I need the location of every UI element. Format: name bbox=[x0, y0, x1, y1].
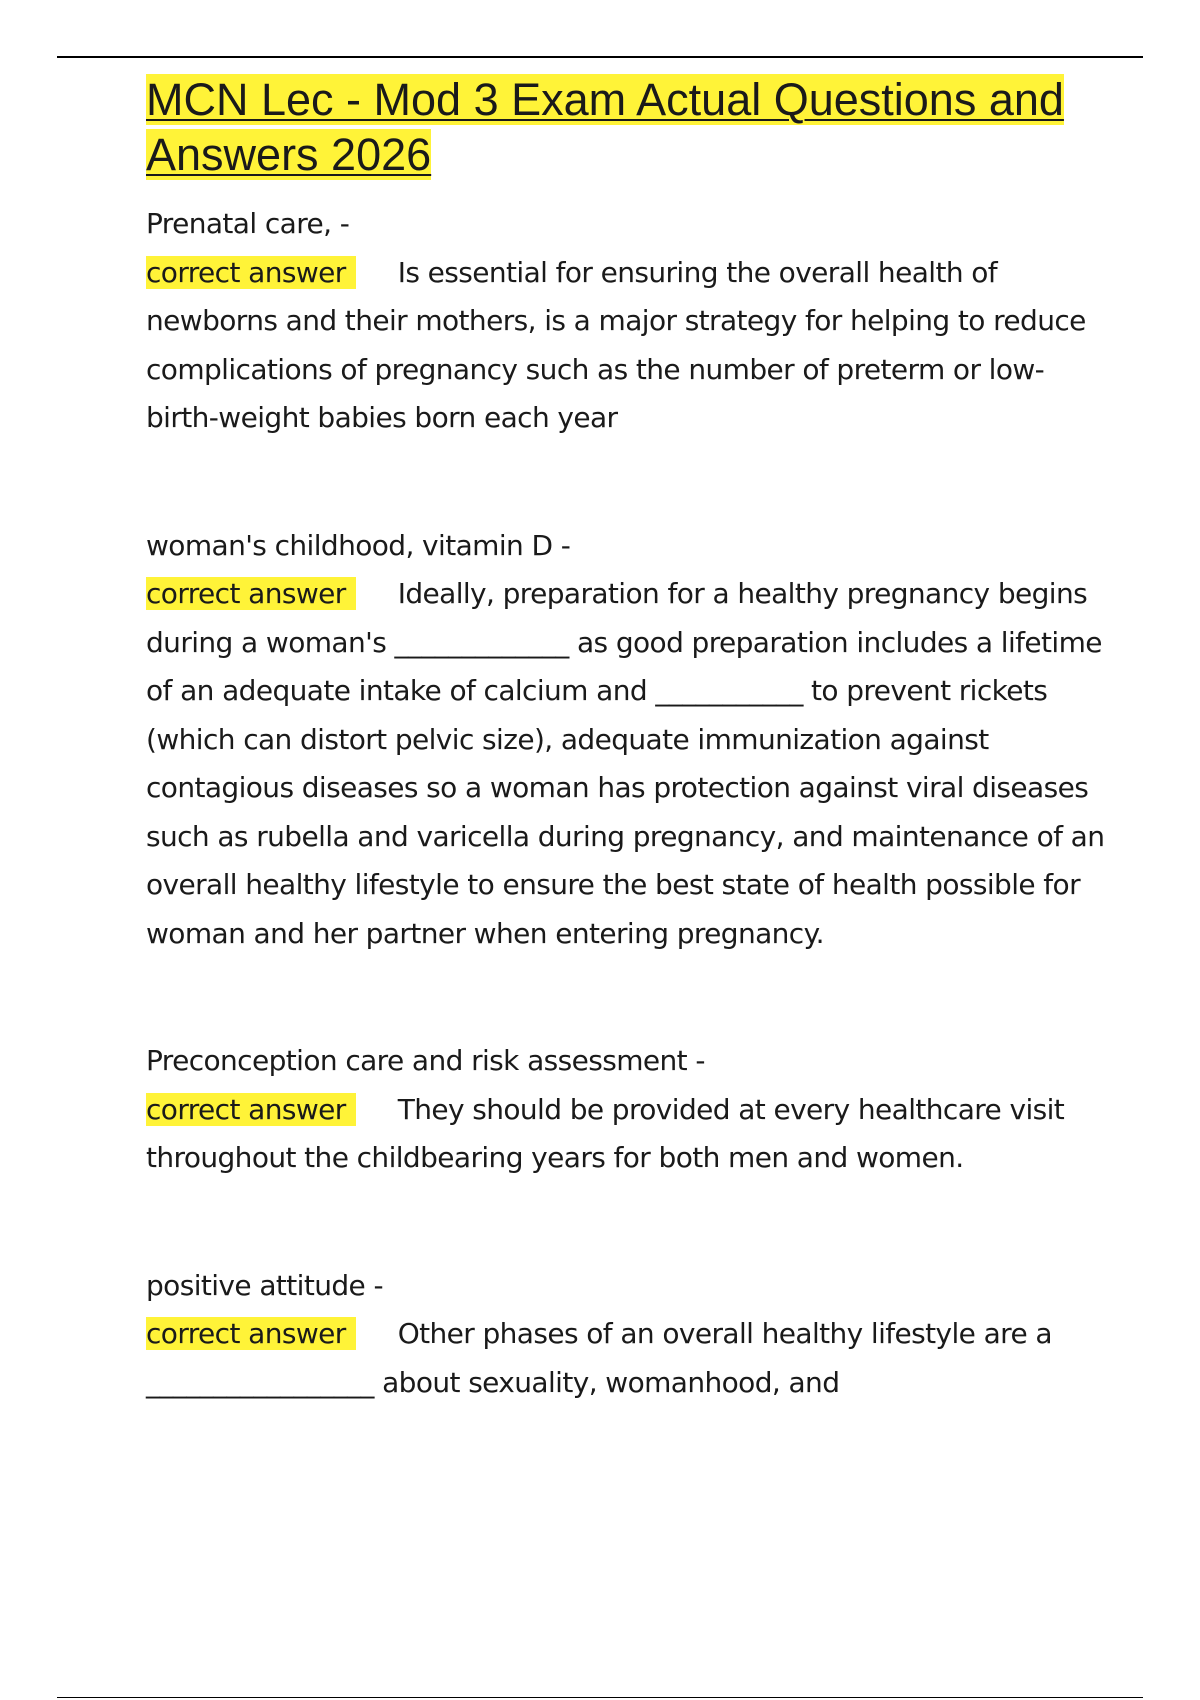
question-text: Prenatal care, - bbox=[146, 207, 350, 240]
answer-text: Is essential for ensuring the overall health of newborns and their mothers, is a major strategy for helping to reduce complications of pregnancy such as the number of preterm or low-birth-weight babies born each year bbox=[146, 255, 1086, 434]
answer-line bbox=[146, 249, 1106, 443]
correct-answer-badge: correct answer bbox=[146, 577, 356, 610]
bottom-rule bbox=[57, 1697, 1143, 1698]
document-title bbox=[146, 72, 1106, 182]
document-title-text: MCN Lec - Mod 3 Exam Actual Questions and Answers 2026 bbox=[146, 74, 1064, 180]
correct-answer-badge: correct answer bbox=[146, 1093, 356, 1126]
qa-item bbox=[146, 522, 1106, 959]
answer-line bbox=[146, 570, 1106, 958]
document-body bbox=[146, 72, 1106, 1407]
question-text: Preconception care and risk assessment - bbox=[146, 1044, 705, 1077]
qa-item bbox=[146, 1037, 1106, 1183]
question-text: positive attitude - bbox=[146, 1268, 383, 1302]
answer-text: They should be provided at every healthcare visit throughout the childbearing years for both men and women. bbox=[146, 1092, 1065, 1174]
qa-item bbox=[146, 200, 1106, 443]
answer-text: Other phases of an overall healthy lifestyle are a _________________ about sexuality, womanhood, and bbox=[146, 1317, 1052, 1399]
qa-item bbox=[146, 1262, 1106, 1408]
answer-line bbox=[146, 1086, 1106, 1183]
correct-answer-badge: correct answer bbox=[146, 256, 356, 289]
top-rule bbox=[57, 56, 1143, 58]
question-text: woman's childhood, vitamin D - bbox=[146, 528, 571, 562]
answer-line bbox=[146, 1310, 1106, 1407]
answer-text: Ideally, preparation for a healthy pregnancy begins during a woman's _____________ as good preparation includes a lifetime of an adequate intake of calcium and ___________ to prevent rickets (which can distort pelvic size), adequate immunization against contagious diseases so a woman has protection against viral diseases such as rubella and varicella during pregnancy, and maintenance of an overall healthy lifestyle to ensure the best state of health possible for woman and her partner when entering pregnancy. bbox=[146, 577, 1105, 950]
correct-answer-badge: correct answer bbox=[146, 1317, 356, 1350]
